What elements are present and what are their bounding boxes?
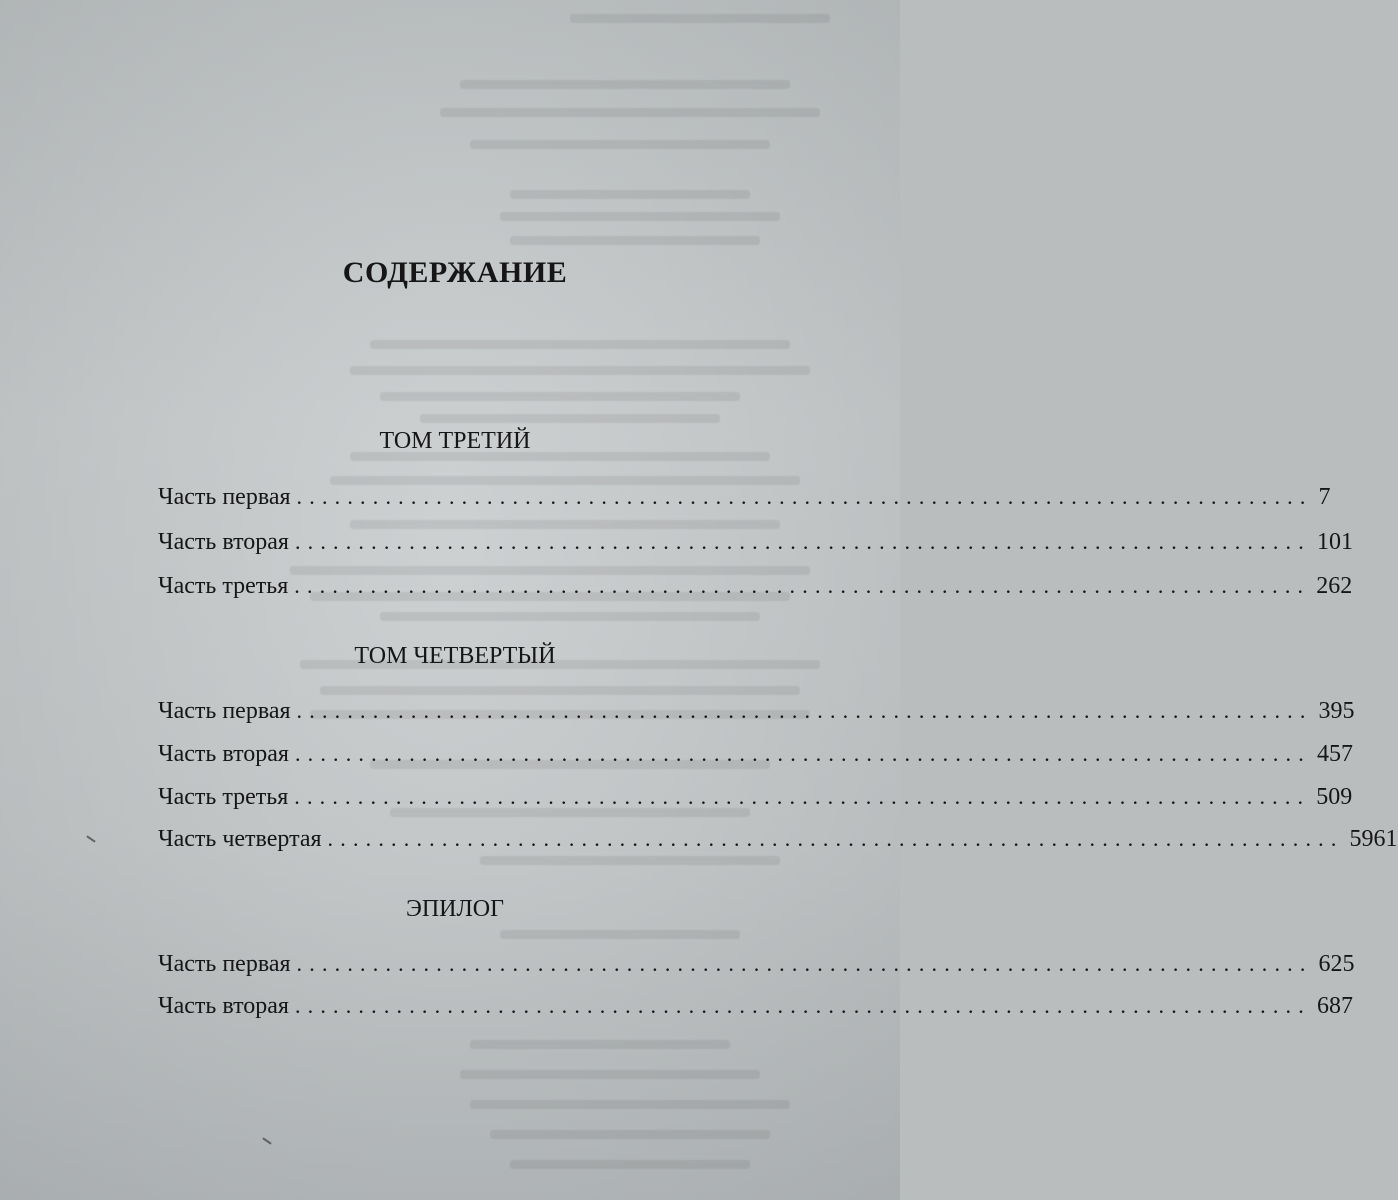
section-heading-epilogue: ЭПИЛОГ [406, 896, 504, 922]
bleed-line [380, 612, 760, 621]
entry-label: Часть первая [158, 484, 291, 510]
entry-page-number: 457 [1316, 741, 1353, 767]
entry-label: Часть вторая [158, 529, 289, 555]
toc-entry [158, 573, 1353, 607]
section-heading-volume-3: ТОМ ТРЕТИЙ [379, 428, 531, 454]
bleed-line [490, 1130, 770, 1139]
toc-entry [158, 741, 1353, 775]
dot-leader: ................................................................................ [327, 826, 1344, 851]
entry-label: Часть первая [158, 698, 291, 724]
bleed-line [510, 1160, 750, 1169]
toc-entry [158, 826, 1398, 860]
bleed-line [500, 930, 740, 939]
bleed-line [470, 1100, 790, 1109]
dot-leader: ................................................................................ [294, 741, 1311, 766]
bleed-line [370, 340, 790, 349]
bleed-line [320, 686, 800, 695]
entry-page-number: 687 [1316, 993, 1353, 1019]
bleed-line [420, 414, 720, 423]
entry-page-number: 509 [1316, 784, 1353, 810]
entry-page-number: 395 [1318, 698, 1355, 724]
toc-entry [158, 529, 1353, 563]
dot-leader: ................................................................................ [296, 951, 1313, 976]
section-heading-volume-4: ТОМ ЧЕТВЕРТЫЙ [354, 643, 556, 669]
bleed-line [350, 520, 780, 529]
entry-label: Часть третья [158, 573, 289, 599]
entry-page-number: 7 [1318, 484, 1331, 510]
dot-leader: ................................................................................ [296, 698, 1313, 723]
bleed-line [470, 140, 770, 149]
toc-entry [158, 698, 1355, 732]
bleed-line [350, 366, 810, 375]
entry-label: Часть вторая [158, 993, 289, 1019]
bleed-line [510, 236, 760, 245]
entry-page-number: 262 [1316, 573, 1353, 599]
bleed-line [500, 212, 780, 221]
toc-entry [158, 951, 1355, 985]
bleed-line [510, 190, 750, 199]
toc-title: СОДЕРЖАНИЕ [342, 256, 568, 289]
dot-leader: ................................................................................ [294, 573, 1311, 598]
entry-label: Часть третья [158, 784, 289, 810]
entry-page-number: 625 [1318, 951, 1355, 977]
bleed-line [470, 1040, 730, 1049]
entry-label: Часть первая [158, 951, 291, 977]
toc-entry [158, 993, 1353, 1027]
bleed-line [460, 1070, 760, 1079]
dot-leader: ................................................................................ [294, 529, 1311, 554]
paper-speck [86, 835, 95, 842]
dot-leader: ................................................................................ [296, 484, 1313, 509]
dot-leader: ................................................................................ [294, 993, 1311, 1018]
bleed-line [440, 108, 820, 117]
dot-leader: ................................................................................ [294, 784, 1311, 809]
toc-entry [158, 784, 1353, 818]
toc-entry [158, 484, 1331, 518]
entry-page-number: 101 [1316, 529, 1353, 555]
entry-page-number: 5961 [1349, 826, 1398, 852]
entry-label: Часть четвертая [158, 826, 322, 852]
bleed-line [460, 80, 790, 89]
bleed-line [380, 392, 740, 401]
bleed-line [570, 14, 830, 23]
entry-label: Часть вторая [158, 741, 289, 767]
